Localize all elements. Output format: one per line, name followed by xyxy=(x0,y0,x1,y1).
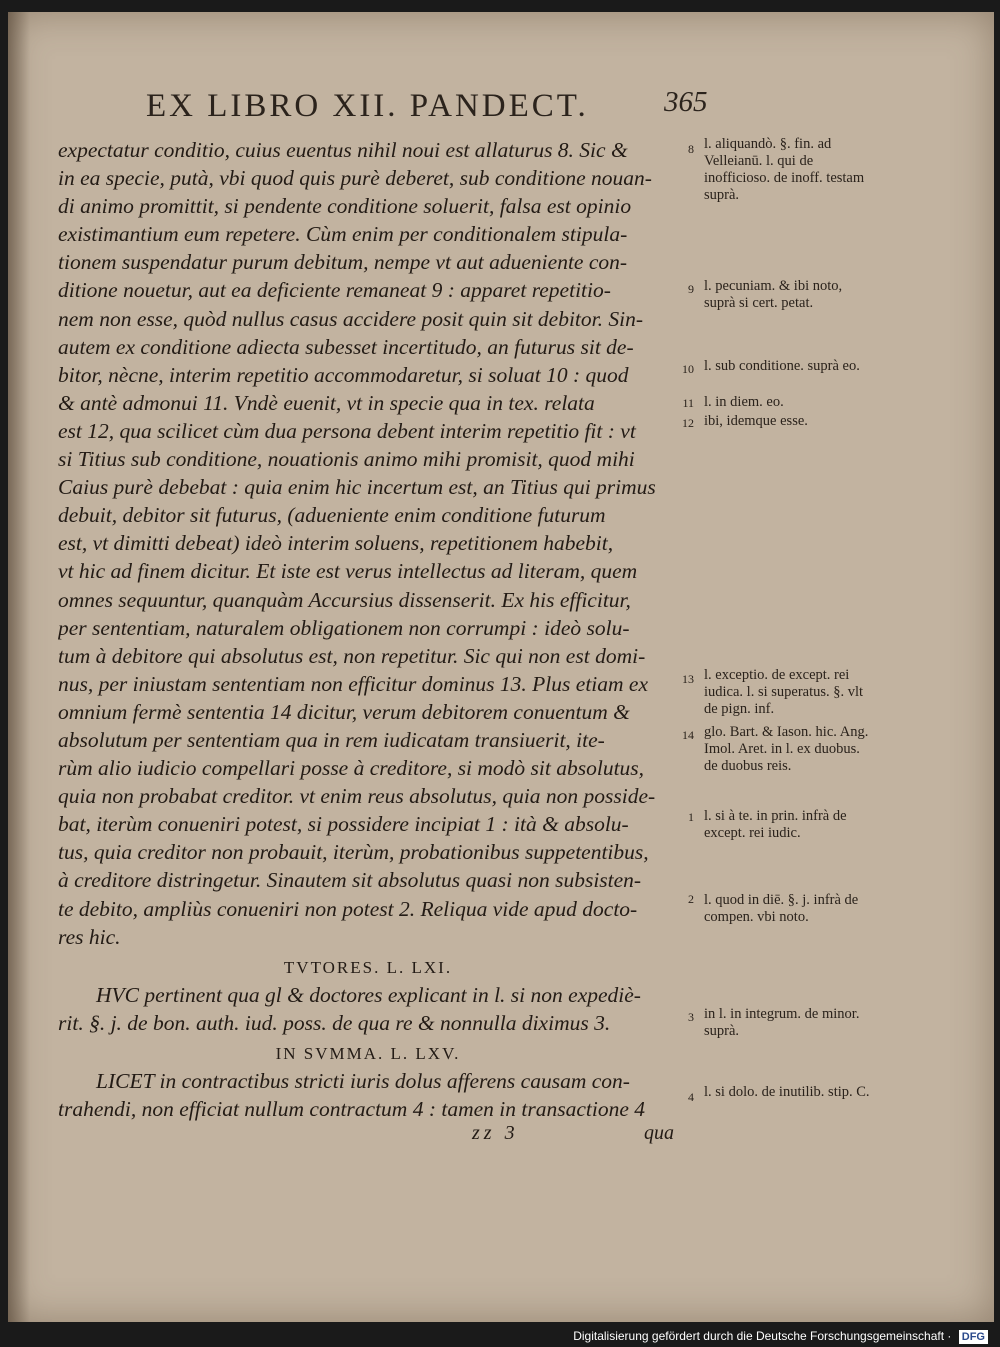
footer-credit: Digitalisierung gefördert durch die Deutsche Forschungsgemeinschaft xyxy=(573,1329,945,1343)
marginal-note: l. si dolo. de inutilib. stip. C. xyxy=(704,1084,870,1100)
note-number: 14 xyxy=(682,728,694,742)
note-number: 1 xyxy=(688,810,694,824)
note-number: 3 xyxy=(688,1010,694,1024)
marginal-note: l. pecuniam. & ibi noto, suprà si cert. petat. xyxy=(704,278,843,311)
signature-mark: zz 3 xyxy=(472,1122,519,1144)
marginal-note: in l. in integrum. de minor. suprà. xyxy=(704,1006,860,1039)
book-page xyxy=(8,12,994,1322)
running-title: EX LIBRO XII. PANDECT. xyxy=(146,88,589,124)
marginal-note: l. aliquandò. §. fin. ad Velleianū. l. qui de inofficioso. de inoff. testam suprà. xyxy=(704,136,865,203)
marginal-note: l. quod in diē. §. j. infrà de compen. vbi noto. xyxy=(704,892,859,925)
text-line: si Titius sub conditione, nouationis animo mihi promisit, quod mihi xyxy=(58,447,635,472)
text-line: ditione nouetur, aut ea deficiente remaneat 9 : apparet repetitio- xyxy=(58,278,611,303)
text-line: tum à debitore qui absolutus est, non repetitur. Sic qui non est domi- xyxy=(58,643,646,668)
text-line: bitor, nècne, interim repetitio accommodaretur, si soluat 10 : quod xyxy=(58,362,629,387)
text-line: absolutum per sententiam qua in rem iudicatam transiuerit, ite- xyxy=(58,727,605,752)
note-number: 9 xyxy=(688,282,694,296)
text-line: est, vt dimitti debeat) ideò interim soluens, repetitionem habebit, xyxy=(58,531,614,556)
text-line: per sententiam, naturalem obligationem non corrumpi : ideò solu- xyxy=(58,615,630,640)
text-line: expectatur conditio, cuius euentus nihil noui est allaturus 8. Sic & xyxy=(58,138,628,162)
page-number: 365 xyxy=(664,86,708,118)
text-line: trahendi, non efficiat nullum contractum 4 : tamen in transactione 4 xyxy=(58,1097,645,1121)
marginal-note: ibi, idemque esse. xyxy=(704,413,808,429)
text-line: vt hic ad finem dicitur. Et iste est verus intellectus ad literam, quem xyxy=(58,559,638,584)
text-line: HVC pertinent qua gl & doctores explicant in l. si non expediè- xyxy=(96,982,641,1007)
text-line: di animo promittit, si pendente conditione soluerit, falsa est opinio xyxy=(58,194,632,219)
text-line: est 12, qua scilicet cùm dua persona debent interim repetitio fit : vt xyxy=(58,418,636,443)
note-number: 8 xyxy=(688,142,694,156)
digitization-footer xyxy=(0,1325,1000,1347)
note-number: 4 xyxy=(688,1090,694,1104)
text-line: rùm alio iudicio compellari posse à creditore, si modò sit absolutus, xyxy=(58,756,645,781)
text-line: omnium fermè sententia 14 dicitur, verum debitorem conuentum & xyxy=(58,699,630,724)
catchword: qua xyxy=(644,1122,674,1144)
text-line: omnes sequuntur, quanquàm Accursius dissenserit. Ex his efficitur, xyxy=(58,587,631,612)
text-line: LICET in contractibus stricti iuris dolus afferens causam con- xyxy=(96,1068,630,1093)
text-line: nem non esse, quòd nullus casus accidere posit quin sit debitor. Sin- xyxy=(58,306,644,331)
section-heading-in-summa: IN SVMMA. L. LXV. xyxy=(275,1043,461,1063)
text-line: debuit, debitor sit futurus, (adueniente enim conditione futurum xyxy=(58,503,606,528)
text-line: tus, quia creditor non probauit, iterùm, probationibus suppetentibus, xyxy=(58,840,649,865)
footer-dot: · xyxy=(947,1329,952,1343)
text-line: res hic. xyxy=(58,924,121,949)
note-number: 2 xyxy=(688,892,694,906)
marginal-note: l. si à te. in prin. infrà de except. rei iudic. xyxy=(704,808,847,841)
note-number: 12 xyxy=(682,416,694,430)
note-number: 13 xyxy=(682,672,694,686)
text-line: bat, iterùm conueniri potest, si possidere incipiat 1 : ità & absolu- xyxy=(58,812,629,837)
note-number: 11 xyxy=(682,396,694,410)
marginal-note: l. exceptio. de except. rei iudica. l. si superatus. §. vlt de pign. inf. xyxy=(704,667,864,717)
marginal-note: l. sub conditione. suprà eo. xyxy=(704,358,860,374)
text-line: rit. §. j. de bon. auth. iud. poss. de qua re & nonnulla diximus 3. xyxy=(58,1010,611,1035)
text-line: existimantium eum repetere. Cùm enim per conditionalem stipula- xyxy=(58,222,628,247)
marginal-note: l. in diem. eo. xyxy=(704,394,784,410)
text-line: à creditore distringetur. Sinautem sit absolutus quasi non subsisten- xyxy=(58,868,642,893)
note-number: 10 xyxy=(682,362,694,376)
text-line: tionem suspendatur purum debitum, nempe vt aut adueniente con- xyxy=(58,250,628,275)
text-line: autem ex conditione adiecta subesset incertitudo, an futurus sit de- xyxy=(58,334,634,359)
text-line: te debito, ampliùs conueniri non potest 2. Reliqua vide apud docto- xyxy=(58,896,638,921)
marginal-note: glo. Bart. & Iason. hic. Ang. Imol. Aret. in l. ex duobus. de duobus reis. xyxy=(704,724,869,774)
text-line: & antè admonui 11. Vndè euenit, vt in specie qua in tex. relata xyxy=(58,390,595,415)
text-line: in ea specie, putà, vbi quod quis purè deberet, sub conditione nouan- xyxy=(58,166,652,191)
section-heading-tutores: TVTORES. L. LXI. xyxy=(283,957,453,977)
dfg-logo-icon: DFG xyxy=(959,1330,988,1344)
text-line: quia non probabat creditor. vt enim reus absolutus, quia non posside- xyxy=(58,784,656,809)
text-line: Caius purè debebat : quia enim hic incertum est, an Titius qui primus xyxy=(58,475,656,500)
text-line: nus, per iniustam sententiam non efficitur dominus 13. Plus etiam ex xyxy=(58,671,649,696)
